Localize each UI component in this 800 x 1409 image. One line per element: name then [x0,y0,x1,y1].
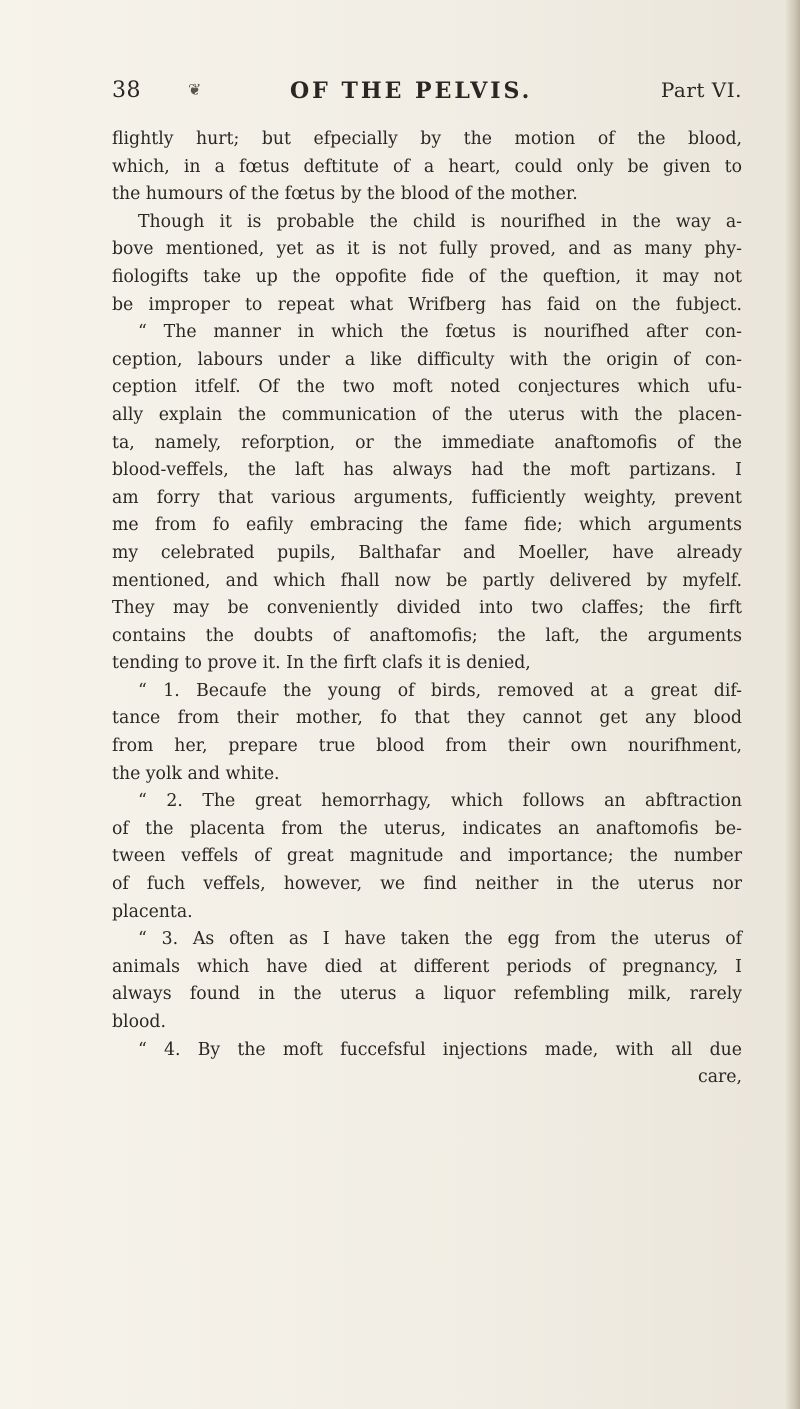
text-line: me from fo eafily embracing the fame fide; which arguments [112,515,742,536]
part-label: Part VI. [660,78,742,102]
text-line: be improper to repeat what Wrifberg has faid on the fubject. [112,294,742,315]
text-line: “ 4. By the moft fuccefsful injections made, with all due [138,1039,742,1060]
text-line: They may be conveniently divided into two claffes; the firft [112,598,742,619]
body-text [112,126,742,1092]
text-line: of fuch veffels, however, we find neither in the uterus nor [112,874,742,895]
running-title: OF THE PELVIS. [290,78,533,104]
catchword-line: care, [698,1067,742,1088]
text-line: my celebrated pupils, Balthafar and Moeller, have already [112,542,742,563]
text-line: mentioned, and which fhall now be partly delivered by myfelf. [112,570,742,591]
page-number: 38 [112,78,141,103]
text-line: “ 3. As often as I have taken the egg from the uterus of [138,929,742,950]
text-line: of the placenta from the uterus, indicates an anaftomofis be- [112,818,742,839]
text-line: fiologifts take up the oppofite fide of the queftion, it may not [112,266,742,287]
text-line: always found in the uterus a liquor refembling milk, rarely [112,984,742,1005]
text-line: contains the doubts of anaftomofis; the laft, the arguments [112,625,742,646]
text-line: tance from their mother, fo that they cannot get any blood [112,708,742,729]
text-line: animals which have died at different periods of pregnancy, I [112,956,742,977]
text-line: from her, prepare true blood from their own nourifhment, [112,736,742,757]
text-line: tending to prove it. In the firft clafs it is denied, [112,653,531,674]
page-edge-shadow [786,0,800,1409]
text-line: ception, labours under a like difficulty with the origin of con- [112,349,742,370]
text-line: “ 2. The great hemorrhagy, which follows an abftraction [138,791,742,812]
running-header [112,78,742,118]
text-line: Though it is probable the child is nourifhed in the way a- [138,211,742,232]
text-line: flightly hurt; but efpecially by the motion of the blood, [112,129,742,149]
text-line: tween veffels of great magnitude and importance; the number [112,846,742,867]
text-line: which, in a fœtus deftitute of a heart, could only be given to [112,156,742,177]
text-line: am forry that various arguments, fufficiently weighty, prevent [112,487,742,508]
text-line: placenta. [112,901,193,922]
text-line: ta, namely, reforption, or the immediate anaftomofis of the [112,432,742,453]
text-line: ception itfelf. Of the two moft noted conjectures which ufu- [112,377,742,398]
text-line: blood. [112,1012,166,1032]
text-line: ally explain the communication of the uterus with the placen- [112,404,742,425]
text-line: the humours of the fœtus by the blood of the mother. [112,184,578,205]
text-line: blood-veffels, the laft has always had the moft partizans. I [112,460,742,481]
text-line: “ 1. Becaufe the young of birds, removed at a great dif- [138,680,742,701]
text-line: the yolk and white. [112,763,280,784]
text-line: “ The manner in which the fœtus is nourifhed after con- [138,322,742,343]
fleuron-ornament-icon: ❦ [188,80,202,99]
text-line: bove mentioned, yet as it is not fully proved, and as many phy- [112,239,742,260]
